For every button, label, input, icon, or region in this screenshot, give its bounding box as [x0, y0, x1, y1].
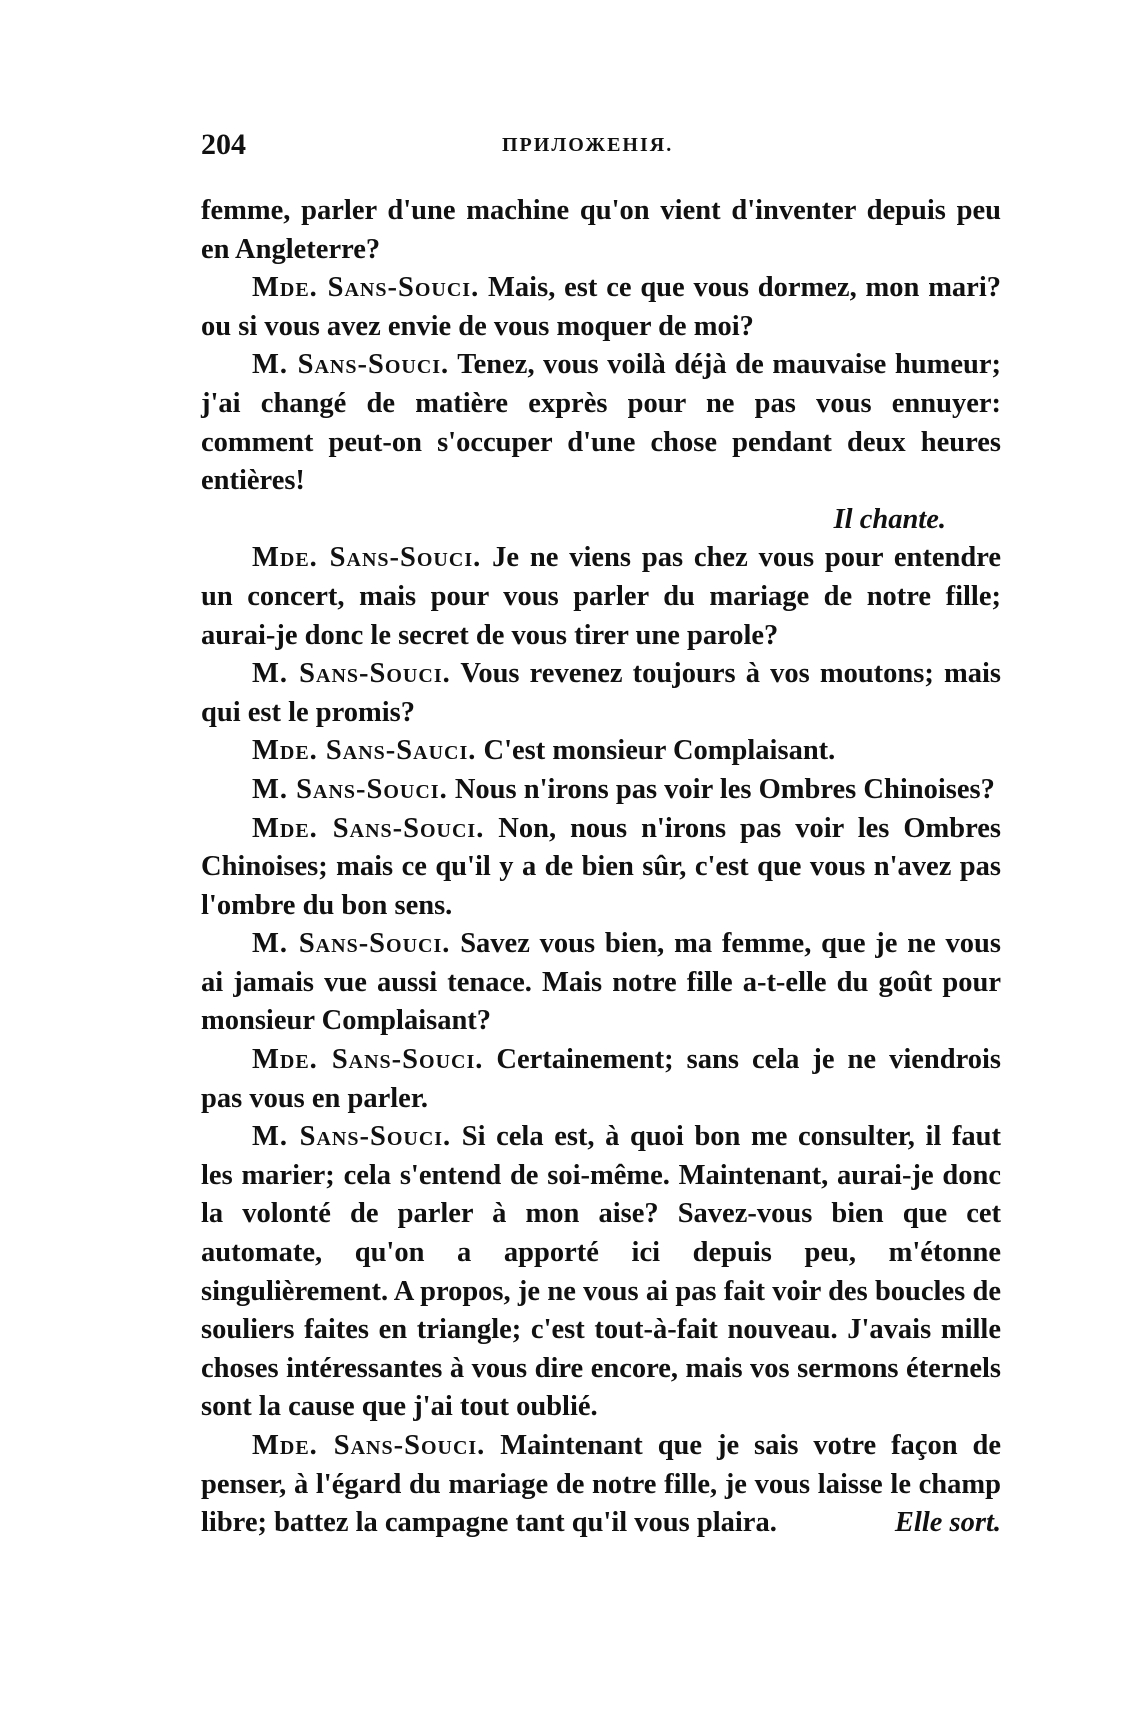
speech-text: Vous revenez toujours à vos moutons; mais qui est le promis?: [201, 658, 1001, 728]
speaker-name: M. Sans-Souci.: [252, 658, 451, 690]
speech-text: Tenez, vous voilà déjà de mauvaise humeur; j'ai changé de matière exprès pour ne pas vous ennuyer: comment peut-on s'occuper d'une chose pendant deux heures entières!: [201, 349, 1002, 497]
speech-paragraph: [201, 269, 1001, 346]
speech-paragraph: [201, 1118, 1001, 1427]
speech-text: Mais, est ce que vous dormez, mon mari? ou si vous avez envie de vous moquer de moi?: [201, 272, 1001, 342]
speaker-name: M. Sans-Souci.: [252, 1121, 452, 1153]
speaker-name: Mde. Sans-Souci.: [252, 272, 480, 304]
speech-paragraph: [201, 771, 1001, 810]
speech-text: C'est monsieur Complaisant.: [476, 735, 836, 767]
stage-direction-line: [201, 501, 1001, 540]
speech-text: Nous n'irons pas voir les Ombres Chinoises?: [447, 773, 995, 805]
speech-paragraph: [201, 1427, 1001, 1543]
speech-paragraph: [201, 655, 1001, 732]
paragraph-text: femme, parler d'une machine qu'on vient d'inventer depuis peu en Angleterre?: [201, 195, 1001, 265]
speech-paragraph: [201, 925, 1001, 1041]
paragraph: [201, 192, 1001, 269]
speaker-name: M. Sans-Souci.: [252, 773, 448, 805]
speaker-name: Mde. Sans-Souci.: [252, 812, 485, 844]
speech-paragraph: [201, 346, 1001, 500]
speaker-name: Mde. Sans-Souci.: [252, 1430, 486, 1461]
page-number: 204: [201, 128, 246, 161]
speech-text: Maintenant que je sais votre façon de penser, à l'égard du mariage de notre fille, je vous laisse le champ libre; battez la campagne tant qu'il vous plaira.: [201, 1430, 1001, 1539]
speaker-name: Mde. Sans-Sauci.: [252, 735, 477, 767]
speech-paragraph: [201, 732, 1001, 771]
speech-paragraph: [201, 810, 1001, 926]
page-body: [201, 192, 1001, 1543]
speech-text: Savez vous bien, ma femme, que je ne vous ai jamais vue aussi tenace. Mais notre fille a-t-elle du goût pour monsieur Complaisant?: [201, 928, 1001, 1037]
speaker-name: Mde. Sans-Souci.: [252, 1044, 484, 1076]
speech-text: Je ne viens pas chez vous pour entendre un concert, mais pour vous parler du mariage de notre fille; aurai-je donc le secret de vous tirer une parole?: [201, 542, 1001, 651]
speaker-name: M. Sans-Souci.: [252, 928, 451, 960]
speech-text: Non, nous n'irons pas voir les Ombres Chinoises; mais ce qu'il y a de bien sûr, c'est que vous n'avez pas l'ombre du bon sens.: [201, 812, 1001, 921]
speaker-name: M. Sans-Souci.: [252, 349, 450, 381]
speech-text: Si cela est, à quoi bon me consulter, il faut les marier; cela s'entend de soi-même. Maintenant, aurai-je donc la volonté de parler à mon aise? Savez-vous bien que cet automate, qu'on a apporté ici depuis peu, m'étonne singulièrement. A propos, je ne vous ai pas fait voir des boucles de souliers faites en triangle; c'est tout-à-fait nouveau. J'avais mille choses intéressantes à vous dire encore, mais vos sermons éternels sont la cause que j'ai tout oublié.: [201, 1121, 1001, 1423]
speaker-name: Mde. Sans-Souci.: [252, 542, 482, 574]
speech-text: Certainement; sans cela je ne viendrois pas vous en parler.: [201, 1044, 1001, 1114]
speech-paragraph: [201, 539, 1001, 655]
running-title: ПРИЛОЖЕНIЯ.: [502, 134, 674, 156]
stage-direction: Il chante.: [833, 503, 946, 535]
stage-direction: Elle sort.: [894, 1507, 1001, 1539]
page-header: [201, 128, 1001, 168]
speech-paragraph: [201, 1041, 1001, 1118]
